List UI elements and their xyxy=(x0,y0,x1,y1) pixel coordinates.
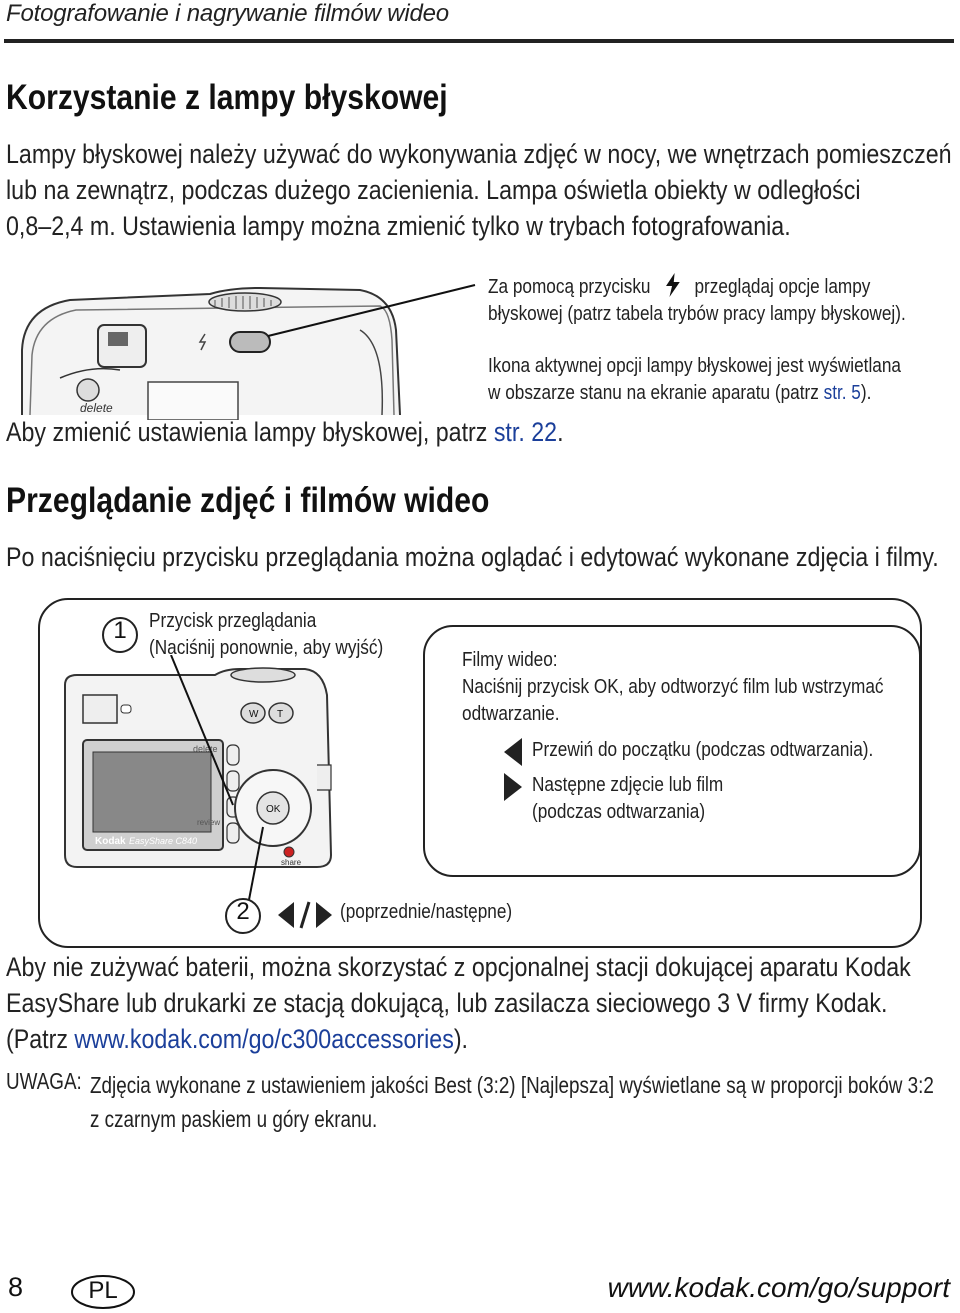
next-line-2: (podczas odtwarzania) xyxy=(532,801,706,823)
callout-2-suffix: ). xyxy=(860,382,872,404)
flash-callout-line-1 xyxy=(488,273,870,301)
settings-prefix: Aby zmienić ustawienia lampy błyskowej, patrz xyxy=(6,417,494,447)
next-arrow-icon xyxy=(500,771,526,803)
step-2-label: (poprzednie/następne) xyxy=(340,901,513,923)
ok-label: OK xyxy=(266,804,281,815)
next-line-1: Następne zdjęcie lub film xyxy=(532,774,724,796)
info-button-icon xyxy=(227,823,239,843)
running-header: Fotografowanie i nagrywanie filmów wideo xyxy=(6,0,449,27)
battery-line-3 xyxy=(6,1021,468,1057)
mode-dial-icon xyxy=(209,293,281,311)
flash-settings-reference xyxy=(6,414,564,450)
camera-delete-label: delete xyxy=(80,401,113,415)
page-number: 8 xyxy=(8,1272,24,1302)
rewind-arrow-icon xyxy=(500,736,526,768)
review-intro: Po naciśnięciu przycisku przeglądania można oglądać i edytować wykonane zdjęcia i filmy. xyxy=(6,542,939,572)
battery-line-1: Aby nie zużywać baterii, można skorzystać z opcjonalnej stacji dokującej aparatu Kodak xyxy=(6,952,911,982)
flash-callout-line-2: błyskowej (patrz tabela trybów pracy lampy błyskowej). xyxy=(488,303,906,325)
share-label: share xyxy=(281,858,302,867)
note-line-1: Zdjęcia wykonane z ustawieniem jakości Best (3:2) [Najlepsza] wyświetlane są w proporcji boków 3:2 xyxy=(90,1072,934,1098)
camera-brand-text: Kodak xyxy=(95,836,126,847)
battery-line-3-prefix: (Patrz xyxy=(6,1024,75,1054)
page-22-link[interactable]: str. 22 xyxy=(493,417,558,447)
step-2-number: 2 xyxy=(236,898,250,925)
battery-line-2: EasyShare lub drukarki ze stacją dokującą, lub zasilacza sieciowego 3 V firmy Kodak. xyxy=(6,988,888,1018)
language-badge: PL xyxy=(88,1277,118,1304)
header-rule xyxy=(4,39,954,43)
review-heading: Przeglądanie zdjęć i filmów wideo xyxy=(6,481,490,520)
video-line-1: Naciśnij przycisk OK, aby odtworzyć film lub wstrzymać xyxy=(462,676,884,698)
settings-suffix: . xyxy=(557,417,564,447)
prev-next-arrows-icon xyxy=(276,900,334,930)
menu-button-icon xyxy=(227,771,239,791)
flash-intro-line-1: Lampy błyskowej należy używać do wykonywania zdjęć w nocy, we wnętrzach pomieszczeń xyxy=(6,139,952,169)
share-button-icon xyxy=(284,847,294,857)
delete-button-icon xyxy=(227,745,239,765)
camera-back-illustration xyxy=(55,655,355,905)
flash-intro-line-2: lub na zewnątrz, podczas dużego zacienienia. Lampa oświetla obiekty w odległości xyxy=(6,175,861,205)
flash-callout-line-3: Ikona aktywnej opcji lampy błyskowej jest wyświetlana xyxy=(488,355,901,377)
flash-button-illustration xyxy=(230,332,270,352)
battery-line-3-suffix: ). xyxy=(453,1024,469,1054)
step-1-label-line-2: (Naciśnij ponownie, aby wyjść) xyxy=(149,637,384,659)
viewfinder-icon xyxy=(83,695,117,723)
support-url[interactable]: www.kodak.com/go/support xyxy=(607,1272,950,1303)
page-5-link[interactable]: str. 5 xyxy=(823,382,861,404)
lcd-screen-icon xyxy=(93,752,211,832)
callout-1-before: Za pomocą przycisku xyxy=(488,276,651,298)
flash-bolt-icon xyxy=(655,273,689,301)
zoom-w-label: W xyxy=(249,709,259,720)
review-key-label: review xyxy=(197,818,221,827)
video-title: Filmy wideo: xyxy=(462,649,558,671)
flash-callout-line-4 xyxy=(488,380,871,407)
delete-key-label: delete xyxy=(193,744,218,754)
camera-model-text: EasyShare C840 xyxy=(129,836,198,846)
note-line-2: z czarnym paskiem u góry ekranu. xyxy=(90,1106,378,1132)
rewind-text: Przewiń do początku (podczas odtwarzania). xyxy=(532,739,874,761)
callout-2-prefix: w obszarze stanu na ekranie aparatu (patrz xyxy=(488,382,824,404)
note-label: UWAGA: xyxy=(6,1068,82,1094)
step-1-label-line-1: Przycisk przeglądania xyxy=(149,610,317,632)
delete-button-illustration xyxy=(77,379,99,401)
camera-top-illustration xyxy=(0,270,480,420)
video-line-2: odtwarzanie. xyxy=(462,703,560,725)
step-1-number: 1 xyxy=(113,617,127,644)
callout-1-after: przeglądaj opcje lampy xyxy=(694,276,871,298)
zoom-t-label: T xyxy=(277,709,284,720)
flash-heading: Korzystanie z lampy błyskowej xyxy=(6,78,448,117)
accessories-link[interactable]: www.kodak.com/go/c300accessories xyxy=(74,1024,454,1054)
flash-intro-line-3: 0,8–2,4 m. Ustawienia lampy można zmienić tylko w trybach fotografowania. xyxy=(6,211,791,241)
